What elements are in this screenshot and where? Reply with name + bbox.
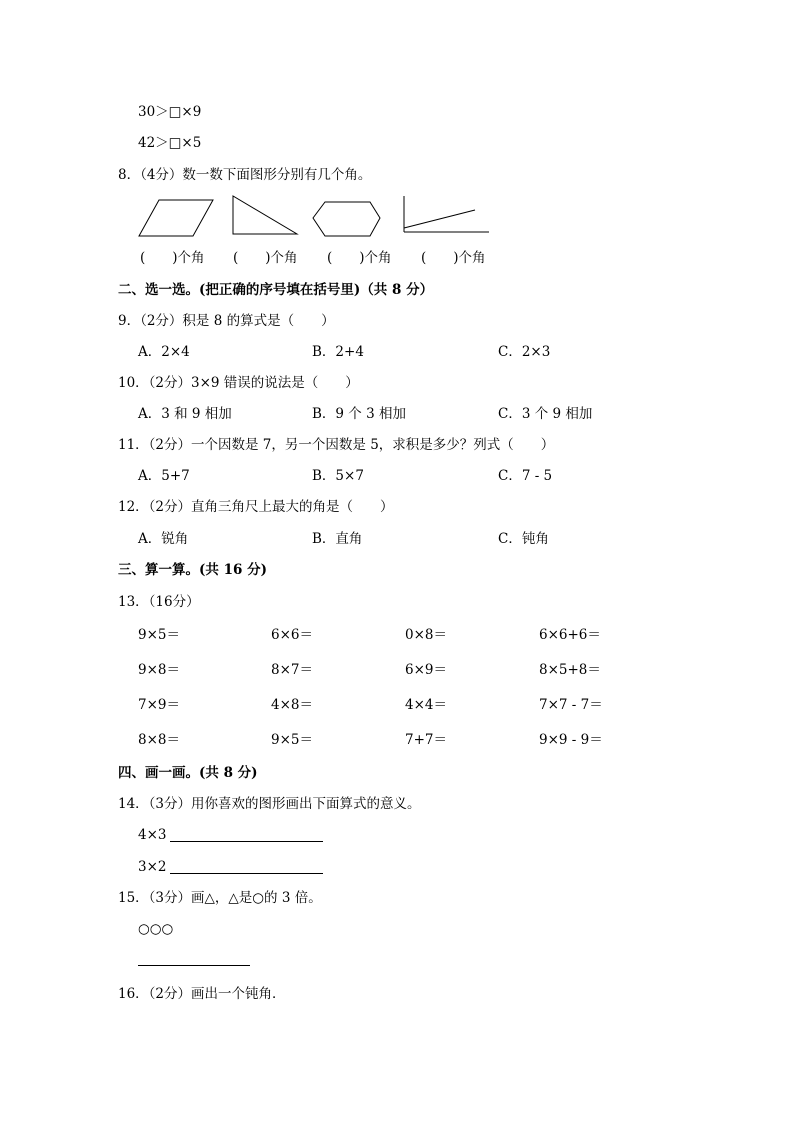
right-triangle-shape [233,196,297,234]
q9-option-c: C．2×3 [498,344,551,360]
section-2-title: 二、选一选。(把正确的序号填在括号里)（共 8 分） [118,282,434,298]
q15-answer-line[interactable] [138,965,250,966]
calc-2-3: 6×9＝ [405,662,447,678]
calc-1-3: 0×8＝ [405,627,447,643]
calc-3-2: 4×8＝ [271,697,313,713]
calc-4-2: 9×5＝ [271,732,313,748]
q10-option-b: B．9 个 3 相加 [312,406,406,422]
q10-option-a: A．3 和 9 相加 [138,406,232,422]
q8-title: 8．（4分）数一数下面图形分别有几个角。 [118,167,372,183]
calc-3-4: 7×7 - 7＝ [539,697,603,713]
q9-option-a: A．2×4 [138,344,190,360]
calc-4-1: 8×8＝ [138,732,180,748]
q11-title: 11．（2分）一个因数是 7，另一个因数是 5，求积是多少？列式（ ） [118,437,555,453]
q14-expr-1: 4×3 [138,827,167,843]
q11-option-c: C．7 - 5 [498,468,553,484]
q10-title: 10．（2分）3×9 错误的说法是（ ） [118,375,359,391]
q12-option-b: B．直角 [312,531,363,547]
parallelogram-shape [139,200,213,236]
q14-answer-line-1[interactable] [170,841,323,842]
calc-1-1: 9×5＝ [138,627,180,643]
calc-1-2: 6×6＝ [271,627,313,643]
q12-option-c: C．钝角 [498,531,549,547]
q16-title: 16．（2分）画出一个钝角． [118,986,286,1002]
q15-title: 15．（3分）画△，△是○的 3 倍。 [118,890,322,906]
hexagon-shape [313,202,380,236]
q12-option-a: A．锐角 [138,531,189,547]
q8-answer-2: ( )个角 [233,250,298,266]
calc-4-4: 9×9 - 9＝ [539,732,603,748]
calc-1-4: 6×6+6＝ [539,627,601,643]
q14-answer-line-2[interactable] [170,873,323,874]
q15-circles: ○○○ [138,921,174,937]
q9-title: 9．（2分）积是 8 的算式是（ ） [118,313,335,329]
section-4-title: 四、画一画。(共 8 分) [118,765,258,781]
section-3-title: 三、算一算。(共 16 分) [118,562,267,578]
angle-shapes [135,192,495,240]
calc-3-3: 4×4＝ [405,697,447,713]
calc-2-4: 8×5+8＝ [539,662,601,678]
calc-2-1: 9×8＝ [138,662,180,678]
q7-line-1: 30＞□×9 [138,104,202,120]
calc-4-3: 7+7＝ [405,732,447,748]
q14-title: 14．（3分）用你喜欢的图形画出下面算式的意义。 [118,796,421,812]
q11-option-a: A．5+7 [138,468,190,484]
angle-shape [404,196,489,232]
q12-title: 12．（2分）直角三角尺上最大的角是（ ） [118,499,394,515]
calc-3-1: 7×9＝ [138,697,180,713]
q14-expr-2: 3×2 [138,859,167,875]
q9-option-b: B．2+4 [312,344,364,360]
q10-option-c: C．3 个 9 相加 [498,406,593,422]
q8-answer-1: ( )个角 [140,250,205,266]
q13-title: 13．（16分） [118,594,200,610]
q11-option-b: B．5×7 [312,468,364,484]
calc-2-2: 8×7＝ [271,662,313,678]
q8-answer-4: ( )个角 [421,250,486,266]
q8-answer-3: ( )个角 [327,250,392,266]
q7-line-2: 42＞□×5 [138,135,202,151]
